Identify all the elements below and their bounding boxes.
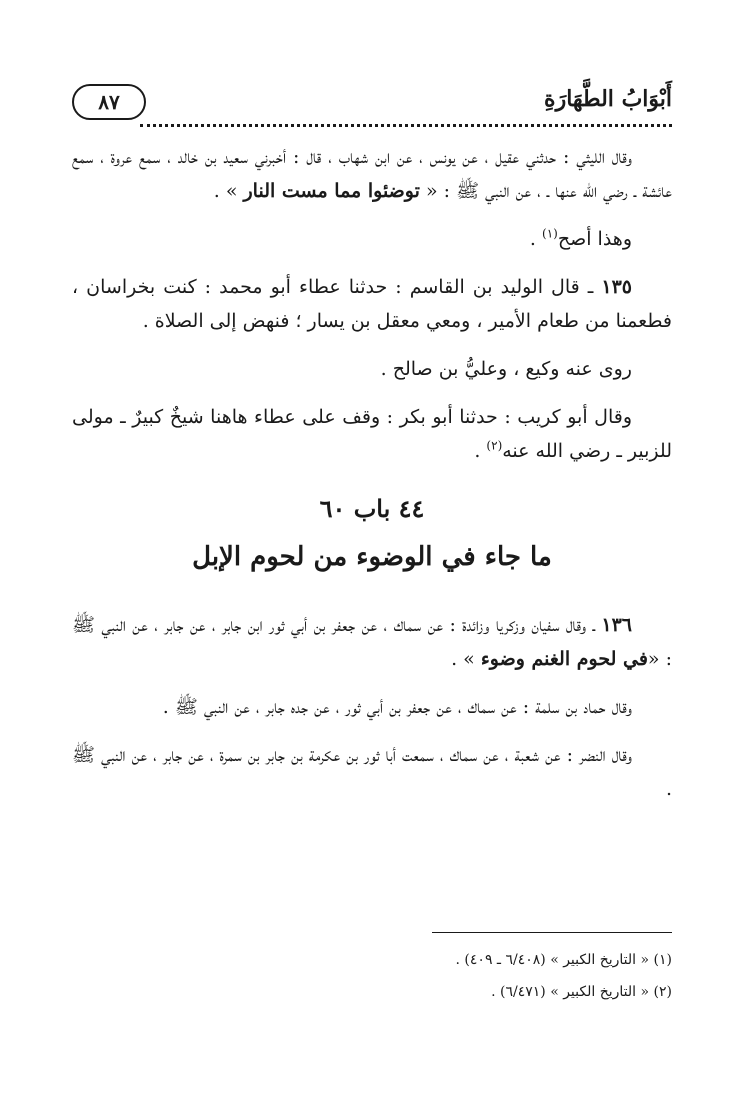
- paragraph-end: » .: [213, 180, 244, 202]
- paragraph-text: وقال الليثي : حدثني عقيل ، عن يونس ، عن ابن شهاب ، قال : أخبرني سعيد بن خالد ، سمع عروة ، سمع عائشة ـ رضي الله عنها ـ ، عن النبي ﷺ : «: [72, 146, 672, 202]
- chapter-heading: ٤٤ باب ٦٠: [319, 494, 425, 523]
- paragraph-text: روى عنه وكيع ، وعليُّ بن صالح .: [380, 358, 632, 380]
- paragraph-text: وقال حماد بن سلمة : عن سماك ، عن جعفر بن أبي ثور ، عن جده جابر ، عن النبي ﷺ .: [162, 696, 632, 718]
- hadith-quote: في لحوم الغنم وضوء: [480, 648, 648, 670]
- footnotes: [300, 944, 672, 1008]
- hadith-quote: توضئوا مما مست النار: [243, 180, 420, 202]
- header-divider: [140, 124, 672, 127]
- footnote-2: (٢) « التاريخ الكبير » (٦/٤٧١) .: [491, 984, 672, 1000]
- footnote-ref: (١): [542, 226, 558, 241]
- paragraph-text: وقال أبو كريب : حدثنا أبو بكر : وقف على عطاء هاهنا شيخٌ كبيرٌ ـ مولى للزبير ـ رضي الله عنه: [72, 406, 672, 462]
- paragraph-text: ـ قال الوليد بن القاسم : حدثنا عطاء أبو محمد : كنت بخراسان ، فطعمنا من طعام الأمير ، ومعي معقل بن يسار ؛ فنهض إلى الصلاة .: [72, 276, 672, 332]
- footnote-1: (١) « التاريخ الكبير » (٦/٤٠٨ ـ ٤٠٩) .: [455, 952, 672, 968]
- paragraph-asah: [72, 222, 672, 256]
- main-text: [72, 140, 672, 820]
- paragraph-end: .: [529, 228, 542, 250]
- paragraph-text: وهذا أصح: [557, 228, 632, 250]
- running-title: أَبْوَابُ الطَّهَارَةِ: [544, 86, 672, 112]
- hadith-number: ١٣٦: [601, 614, 632, 636]
- paragraph-narrators: [72, 352, 672, 386]
- footnote-divider: [432, 932, 672, 933]
- paragraph-text: وقال النضر : عن شعبة ، عن سماك ، سمعت أبا ثور بن عكرمة بن جابر بن سمرة ، عن جابر ، عن النبي ﷺ .: [72, 744, 672, 800]
- paragraph-end: » .: [451, 648, 481, 670]
- hadith-number: ١٣٥: [601, 276, 632, 298]
- paragraph-136: [72, 608, 672, 676]
- paragraph-laythi: [72, 140, 672, 208]
- paragraph-nadr: [72, 738, 672, 806]
- paragraph-end: .: [474, 440, 487, 462]
- paragraph-text: ـ وقال سفيان وزكريا وزائدة : عن سماك ، عن جعفر بن أبي ثور ابن جابر ، عن جابر ، عن النبي ﷺ : «: [72, 614, 672, 670]
- paragraph-hammad: [72, 690, 672, 724]
- footnote-ref: (٢): [486, 438, 503, 453]
- page-number-badge: ٨٧: [72, 84, 146, 120]
- page-header: [72, 84, 672, 124]
- paragraph-135: [72, 270, 672, 338]
- chapter-title: ما جاء في الوضوء من لحوم الإبل: [192, 542, 552, 572]
- paragraph-abu-kurayb: [72, 400, 672, 468]
